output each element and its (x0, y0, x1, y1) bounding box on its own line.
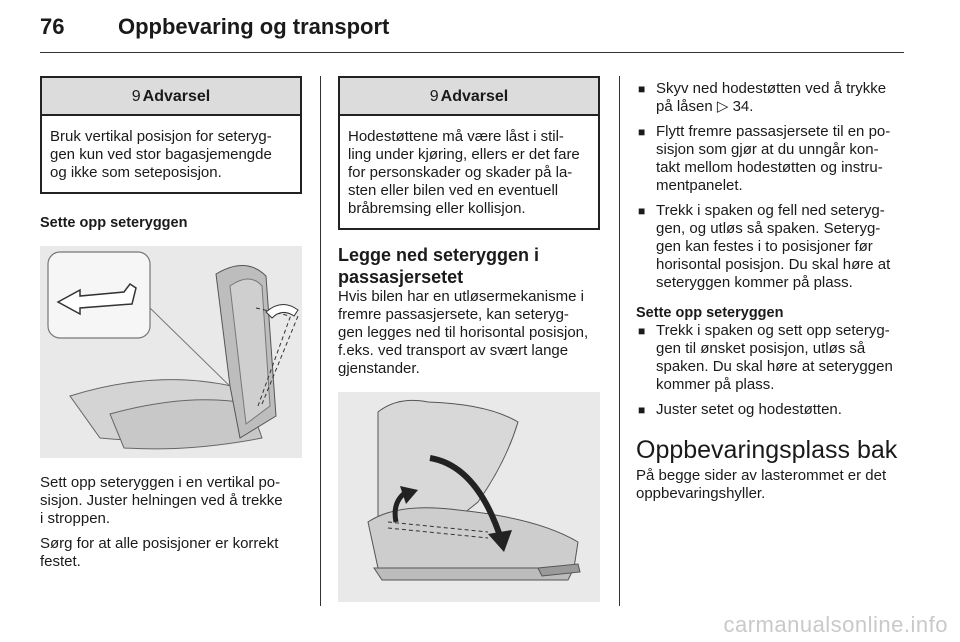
text-line: takt mellom hodestøtten og instru- (656, 159, 883, 176)
warning-line: og ikke som seteposisjon. (50, 164, 222, 181)
text-line: f.eks. ved transport av svært lange (338, 342, 569, 359)
text-line: ■ Skyv ned hodestøtten ved å trykke (656, 80, 887, 97)
warning-header (340, 78, 598, 116)
warning-line: bråbremsing eller kollisjon. (348, 200, 526, 217)
warning-title: Advarsel (440, 88, 509, 105)
page-title: Oppbevaring og transport (118, 14, 390, 39)
column-1 (40, 76, 302, 571)
warning-text (42, 116, 300, 192)
text-line: sisjon. Juster helningen ved å trekke (40, 492, 283, 509)
section-heading (338, 244, 600, 288)
warning-box-2 (338, 76, 600, 230)
instruction-list (636, 80, 904, 292)
warning-line: Hodestøttene må være låst i stil- (348, 128, 564, 145)
column-3 (636, 80, 904, 503)
subheading: Sette opp seteryggen (40, 215, 188, 231)
instruction-list (636, 322, 904, 419)
text-line: Sørg for at alle posisjoner er korrekt (40, 535, 279, 552)
warning-box-1 (40, 76, 302, 194)
front-seat-fold-illustration (338, 392, 600, 602)
text-line: Hvis bilen har en utløsermekanisme i (338, 288, 584, 305)
warning-line: gen kun ved stor bagasjemengde (50, 146, 272, 163)
paragraph (40, 474, 302, 528)
text-line: på låsen ▷ 34. (656, 98, 754, 115)
heading-line: passasjersetet (338, 267, 464, 287)
warning-line: for personskader og skader på la- (348, 164, 573, 181)
front-seat-icon (338, 392, 600, 602)
text-line: mentpanelet. (656, 177, 743, 194)
list-item (636, 401, 904, 419)
paragraph (636, 467, 904, 503)
paragraph (338, 288, 600, 378)
heading-line: Legge ned seteryggen i (338, 245, 540, 265)
text-line: sisjon som gjør at du unngår kon- (656, 141, 879, 158)
text-line: gen legges ned til horisontal posisjon, (338, 324, 589, 341)
header-rule (40, 52, 904, 53)
text-line: festet. (40, 553, 81, 570)
page-header (40, 14, 389, 40)
seat-backrest-illustration (40, 246, 302, 458)
rear-seat-icon (40, 246, 302, 458)
list-item (636, 123, 904, 195)
text-line: ■ Flytt fremre passasjersete til en po- (656, 123, 891, 140)
warning-text (340, 116, 598, 228)
text-line: ■ Juster setet og hodestøtten. (656, 401, 842, 418)
list-item (636, 202, 904, 292)
text-line: På begge sider av lasterommet er det (636, 467, 887, 484)
subheading: Sette opp seteryggen (636, 305, 784, 321)
page-number: 76 (40, 14, 65, 39)
text-line: gen til ønsket posisjon, utløs så (656, 340, 866, 357)
text-line: gen kan festes i to posisjoner før (656, 238, 873, 255)
text-line: gen, og utløs så spaken. Seteryg- (656, 220, 881, 237)
column-divider-2 (619, 76, 620, 606)
warning-line: ling under kjøring, ellers er det fare (348, 146, 580, 163)
text-line: horisontal posisjon. Du skal høre at (656, 256, 891, 273)
list-item (636, 322, 904, 394)
warning-header (42, 78, 300, 116)
paragraph (40, 535, 302, 571)
text-line: ■ Trekk i spaken og sett opp seteryg- (656, 322, 890, 339)
section-heading: Oppbevaringsplass bak (636, 436, 898, 464)
text-line: seteryggen kommer på plass. (656, 274, 853, 291)
warning-line: sten eller bilen ved en eventuell (348, 182, 559, 199)
list-item (636, 80, 904, 116)
text-line: spaken. Du skal høre at seteryggen (656, 358, 893, 375)
warning-triangle-icon: 9 (429, 88, 439, 105)
warning-triangle-icon: 9 (131, 88, 141, 105)
column-divider-1 (320, 76, 321, 606)
text-line: ■ Trekk i spaken og fell ned seteryg- (656, 202, 885, 219)
column-2 (338, 76, 600, 602)
watermark: carmanualsonline.info (723, 612, 948, 637)
text-line: kommer på plass. (656, 376, 775, 393)
text-line: Sett opp seteryggen i en vertikal po- (40, 474, 281, 491)
text-line: gjenstander. (338, 360, 420, 377)
text-line: i stroppen. (40, 510, 111, 527)
warning-title: Advarsel (142, 88, 211, 105)
text-line: fremre passasjersete, kan seteryg- (338, 306, 569, 323)
text-line: oppbevaringshyller. (636, 485, 766, 502)
warning-line: Bruk vertikal posisjon for seteryg- (50, 128, 272, 145)
